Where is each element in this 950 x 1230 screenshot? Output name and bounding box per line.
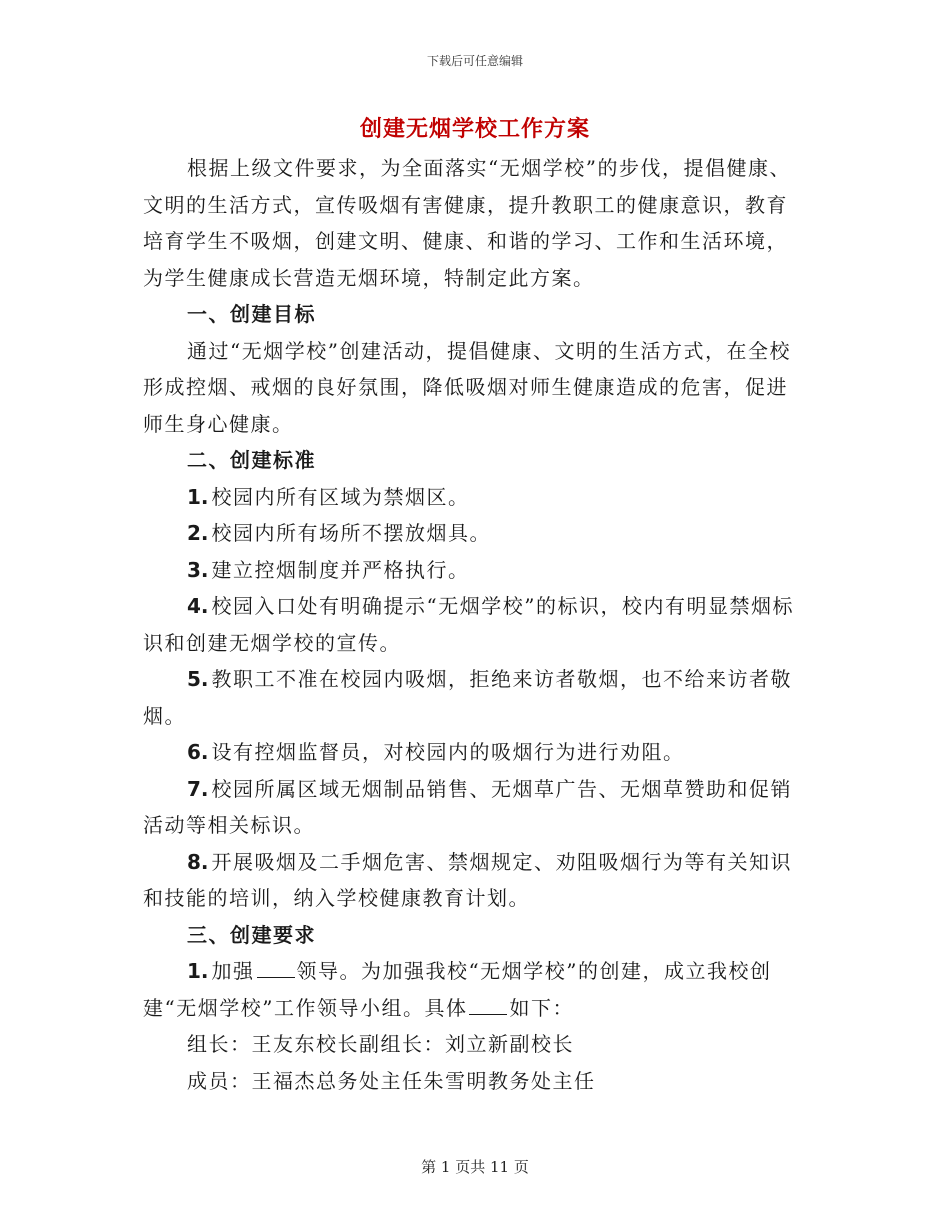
item-text-part1: 加强 — [211, 959, 255, 983]
member-line: 成员：王福杰总务处主任朱雪明教务处主任 — [187, 1068, 596, 1093]
item-text-part2: 领导。为加强我校“无烟学校”的创建，成立我校创建“无烟学校”工作领导小组。具体 — [143, 959, 772, 1020]
blank-underline — [469, 996, 507, 1015]
intro-paragraph: 根据上级文件要求，为全面落实“无烟学校”的步伐，提倡健康、文明的生活方式，宣传吸烟有害健康，提升教职工的健康意识，教育培育学生不吸烟，创建文明、健康、和谐的学习、工作和生活环境，为学生健康成长营造无烟环境，特制定此方案。 — [143, 156, 791, 290]
item-number: 4. — [187, 594, 209, 618]
blank-underline — [257, 959, 295, 978]
standard-item — [143, 661, 808, 734]
leader-line: 组长：王友东校长副组长：刘立新副校长 — [187, 1032, 574, 1056]
item-text-part3: 如下： — [509, 995, 574, 1020]
item-number: 1. — [187, 959, 209, 983]
standard-item — [143, 515, 808, 552]
section-heading-standards: 二、创建标准 — [187, 448, 316, 472]
section-heading-requirements: 三、创建要求 — [187, 922, 316, 947]
item-number: 1. — [187, 484, 209, 509]
item-text: 校园所属区域无烟制品销售、无烟草广告、无烟草赞助和促销活动等相关标识。 — [143, 776, 793, 837]
requirement-item — [143, 953, 808, 1026]
item-number: 6. — [187, 740, 209, 764]
standard-item — [143, 734, 808, 771]
standard-item — [143, 588, 808, 661]
item-text: 开展吸烟及二手烟危害、禁烟规定、劝阻吸烟行为等有关知识和技能的培训，纳入学校健康教育计划。 — [143, 849, 793, 910]
section-heading-goals: 一、创建目标 — [187, 302, 316, 326]
item-text: 建立控烟制度并严格执行。 — [211, 557, 470, 582]
item-text: 校园内所有场所不摆放烟具。 — [211, 521, 492, 545]
document-body — [143, 150, 808, 1099]
item-text: 设有控烟监督员，对校园内的吸烟行为进行劝阻。 — [211, 740, 685, 764]
header-note: 下载后可任意编辑 — [426, 54, 523, 68]
item-text: 校园内所有区域为禁烟区。 — [211, 484, 470, 509]
goals-paragraph: 通过“无烟学校”创建活动，提倡健康、文明的生活方式，在全校形成控烟、戒烟的良好氛围，降低吸烟对师生健康造成的危害，促进师生身心健康。 — [143, 338, 791, 436]
item-text: 校园入口处有明确提示“无烟学校”的标识，校内有明显禁烟标识和创建无烟学校的宣传。 — [143, 594, 794, 655]
item-number: 5. — [187, 667, 209, 691]
item-number: 2. — [187, 521, 209, 545]
document-title: 创建无烟学校工作方案 — [359, 116, 590, 142]
page-footer: 第 1 页共 11 页 — [421, 1158, 529, 1176]
item-number: 3. — [187, 557, 209, 582]
item-number: 8. — [187, 849, 209, 874]
item-number: 7. — [187, 776, 209, 801]
standard-item — [143, 771, 808, 844]
standard-item — [143, 479, 808, 516]
standard-item — [143, 844, 808, 917]
item-text: 教职工不准在校园内吸烟，拒绝来访者敬烟，也不给来访者敬烟。 — [143, 667, 793, 728]
standard-item — [143, 552, 808, 589]
